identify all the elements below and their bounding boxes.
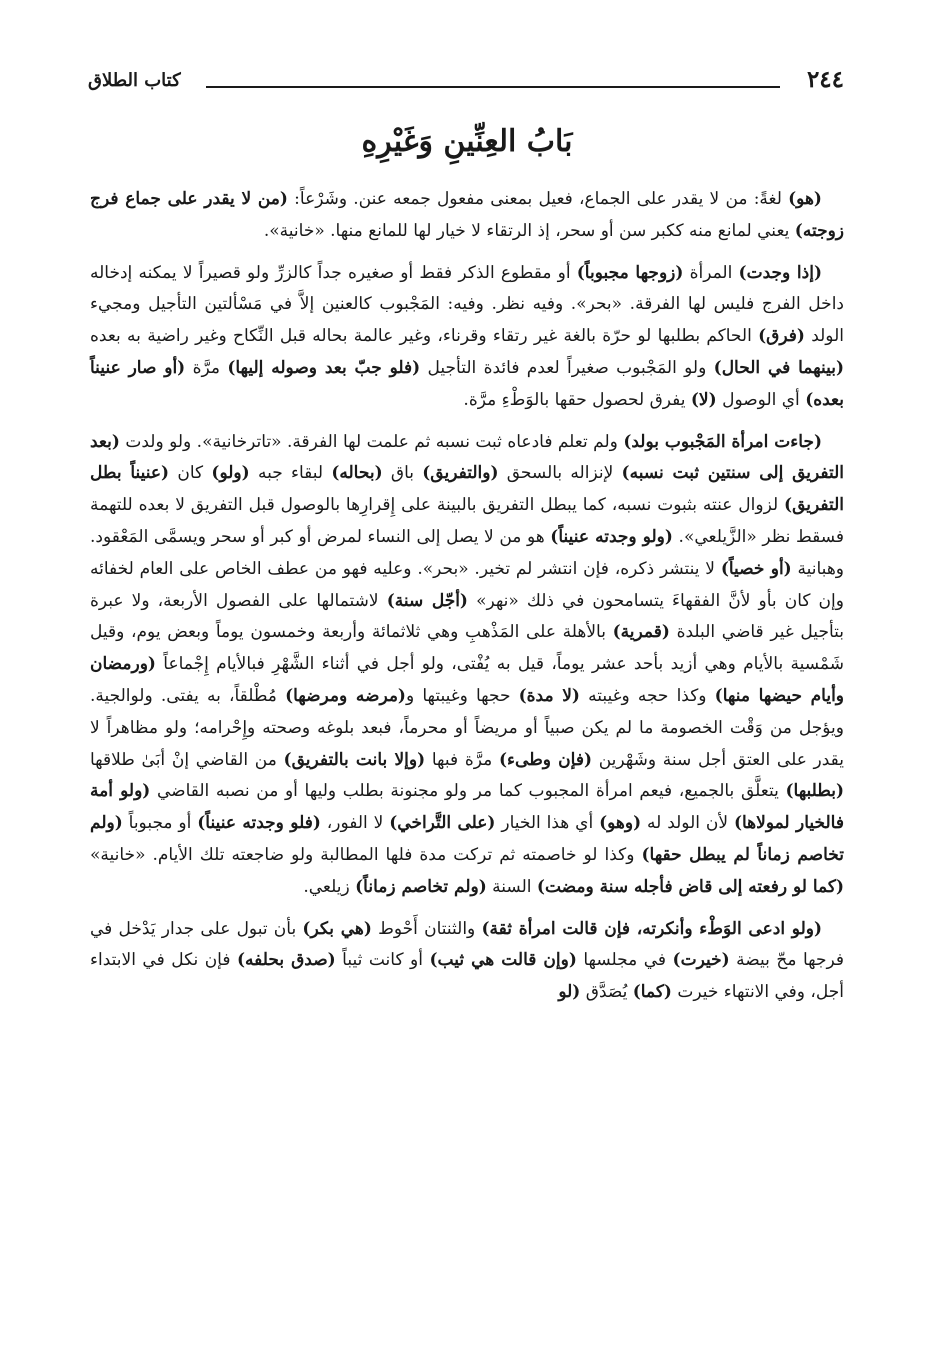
matn-text: (ولو وجدته عنيناً) bbox=[550, 526, 673, 547]
matn-text: (أو خصياً) bbox=[720, 558, 792, 579]
matn-text: (زوجها مجبوباً) bbox=[576, 262, 684, 283]
sharh-text: لبقاء جبه bbox=[249, 463, 332, 484]
sharh-text: وكذا لو خاصمته ثم تركت مدة فلها المطالبة ولو ضاجعته تلك الأيام. «خانية» bbox=[90, 844, 642, 865]
matn-text: (قمرية) bbox=[612, 622, 670, 643]
page-number: ٢٤٤ bbox=[806, 66, 844, 93]
sharh-text: ولو المَجْبوب صغيراً لعدم فائدة التأجيل bbox=[420, 357, 714, 378]
matn-text: (فإن وطىء) bbox=[498, 749, 592, 770]
matn-text: (ولو) bbox=[211, 463, 250, 484]
sharh-text: يتعلَّق بالجميع، فيعم امرأة المجبوب كما مر ولو مجنونة بطلب وليها أو من نصبه القاضي bbox=[150, 781, 786, 802]
sharh-text: لا الفور، bbox=[320, 813, 390, 834]
matn-text: (بينهما في الحال) bbox=[713, 357, 844, 378]
sharh-text: لإنزاله بالسحق bbox=[498, 463, 622, 484]
matn-text: (عنيناً بطل التفريق) bbox=[90, 463, 844, 516]
sharh-text: مُطْلقاً، به يفتى. ولوالجية. ويؤجل من وَقْت الخصومة ما لم يكن صبياً أو مريضاً أو محرماً، فبعد بلوغه وصحته وإِحْرامه؛ ولو مظاهراً لا يقدر على العتق أجل سنة وشَهْرين bbox=[90, 685, 845, 770]
matn-text: (مرضه ومرضها) bbox=[285, 685, 406, 706]
matn-text: (بعد التفريق إلى سنتين ثبت نسبه) bbox=[90, 431, 845, 484]
paragraph bbox=[90, 914, 844, 1009]
sharh-text: بأن تبول على جدار يَدْخل في فرجها محّ بيضة bbox=[90, 918, 844, 971]
sharh-text: يعني لمانع منه ككبر سن أو سحر، إذ الرتقاء لا خيار لها للمانع منها. «خانية». bbox=[263, 220, 795, 241]
matn-text: (أجّل سنة) bbox=[386, 590, 468, 611]
sharh-text: لأن الولد له bbox=[641, 813, 734, 834]
sharh-text: أو مجبوباً bbox=[122, 813, 198, 834]
matn-text: (ورمضان وأيام حيضها منها) bbox=[90, 654, 845, 706]
sharh-text: في مجلسها bbox=[576, 950, 673, 971]
matn-text: (صدق بحلفه) bbox=[236, 950, 336, 971]
sharh-text: السنة bbox=[486, 876, 537, 897]
book-title: كتاب الطلاق bbox=[88, 70, 181, 91]
matn-text: (كما لو رفعته إلى قاض فأجله سنة ومضت) bbox=[536, 876, 844, 897]
matn-text: (وإلا بانت بالتفريق) bbox=[283, 749, 426, 770]
matn-text: (كما) bbox=[632, 982, 672, 1003]
sharh-text: حجها وغيبتها و bbox=[405, 685, 519, 706]
running-header bbox=[88, 66, 844, 96]
matn-text: (ولو ادعى الوَطْء وأنكرته، فإن قالت امرأة ثقة) bbox=[481, 918, 823, 939]
chapter-title: بَابُ العِنِّينِ وَغَيْرِهِ bbox=[361, 124, 573, 159]
sharh-text: مرَّة فبها bbox=[425, 749, 499, 770]
sharh-text: فإن نكل في الابتداء أجل، وفي الانتهاء خيرت bbox=[90, 950, 844, 1003]
sharh-text: أي الوصول bbox=[716, 389, 806, 410]
matn-text: (وإن قالت هي ثيب) bbox=[429, 950, 577, 971]
matn-text: (بحاله) bbox=[331, 463, 383, 484]
sharh-text: باق bbox=[382, 463, 423, 484]
sharh-text: لغةً: من لا يقدر على الجماع، فعيل بمعنى مفعول جمعه عنن. وشَرْعاً: bbox=[287, 189, 789, 209]
sharh-text: لاشتمالها على الفصول الأربعة، ولا عبرة بتأجيل غير قاضي البلدة bbox=[90, 590, 844, 643]
matn-text: (هي بكر) bbox=[302, 918, 372, 939]
matn-text: (والتفريق) bbox=[422, 463, 499, 484]
matn-text: (لا مدة) bbox=[518, 685, 580, 706]
paragraph bbox=[90, 184, 844, 248]
sharh-text: من القاضي إنْ أبَىٰ طلاقها bbox=[90, 749, 284, 770]
sharh-text: أو مقطوع الذكر فقط أو صغيره جداً كالزرِّ ولو قصيراً لا يمكنه إدخاله داخل الفرج فليس لها الفرقة. «بحر». وفيه نظر. وفيه: المَجْبوب كالعنين إلاَّ في مَسْألتين التأجيل ومجيء الولد bbox=[90, 262, 844, 347]
matn-text: (هو) bbox=[788, 189, 822, 209]
sharh-text: يُصَدَّق bbox=[580, 982, 633, 1003]
matn-text: (بطلبها) bbox=[785, 781, 845, 802]
matn-text: (لو bbox=[558, 982, 581, 1003]
paragraph bbox=[90, 258, 844, 417]
matn-text: (وهو) bbox=[599, 813, 642, 834]
body-text bbox=[90, 184, 844, 1019]
matn-text: (لا) bbox=[690, 389, 717, 410]
matn-text: (من لا يقدر على جماع فرج زوجته) bbox=[90, 189, 844, 241]
matn-text: (فرق) bbox=[758, 326, 805, 347]
matn-text: (ولو أمة فالخيار لمولاها) bbox=[90, 781, 844, 834]
header-rule bbox=[206, 86, 780, 88]
matn-text: (أو صار عنيناً بعده) bbox=[90, 357, 844, 410]
sharh-text: لا ينتشر ذكره، فإن انتشر لم تخير. «بحر». وعليه فهو من عطف الخاص على العام لخفائه وإن كان بأو لأنَّ الفقهاءَ يتسامحون في ذلك «نهر» bbox=[90, 558, 844, 611]
sharh-text: يفرق لحصول حقها بالوَطْءِ مرَّة. bbox=[463, 389, 691, 410]
sharh-text: الحاكم بطلبها لو حرّة بالغة غير رتقاء وقرناء، وغير عالمة بحاله قبل النِّكاح وغير راضية به بعده bbox=[90, 326, 759, 347]
sharh-text: أي هذا الخيار bbox=[495, 813, 600, 834]
sharh-text: مرَّة bbox=[185, 357, 228, 378]
sharh-text: المرأة bbox=[683, 262, 739, 283]
sharh-text: كان bbox=[169, 463, 212, 484]
matn-text: (ولم تخاصم زماناً) bbox=[355, 876, 487, 897]
sharh-text: وكذا حجه وغيبته bbox=[579, 685, 715, 706]
sharh-text: أو كانت ثيباً bbox=[335, 950, 430, 971]
matn-text: (إذا وجدت) bbox=[738, 262, 822, 283]
sharh-text: هو من لا يصل إلى النساء لمرض أو كبر أو سحر ويسمَّى المَعْقود. وهبانية bbox=[90, 526, 844, 579]
matn-text: (فلو وجدته عنيناً) bbox=[197, 813, 321, 834]
matn-text: (خيرت) bbox=[672, 950, 730, 971]
matn-text: (على التَّراخي) bbox=[389, 813, 496, 834]
sharh-text: زيلعي. bbox=[303, 876, 356, 897]
matn-text: (جاءت امرأة المَجْبوب بولد) bbox=[623, 431, 822, 452]
paragraph bbox=[90, 427, 844, 904]
sharh-text: بالأهلة على المَذْهبِ وهي ثلاثمائة وأربعة وخمسون يوماً وبعض يوم، وقيل شَمْسية بالأيام وهي أزيد بأحد عشر يوماً، قيل به يُفْتى، ولو أجل في أثناء الشَّهْرِ فبالأيام إِجْماعاً bbox=[90, 622, 844, 675]
matn-text: (فلو جبّ بعد وصوله إليها) bbox=[227, 357, 421, 378]
sharh-text: لزوال عنته بثبوت نسبه، كما يبطل التفريق بالبينة على إِقرارِها بالوصول قبل التفريق لا بعده للتهمة فسقط نظر «الزَّيلعي». bbox=[90, 495, 845, 547]
sharh-text: والثنتان أَحْوط bbox=[371, 918, 482, 939]
sharh-text: ولم تعلم فادعاه ثبت نسبه ثم علمت لها الفرقة. «تاترخانية». ولو ولدت bbox=[119, 431, 624, 452]
matn-text: (ولم تخاصم زماناً لم يبطل حقها) bbox=[90, 813, 844, 865]
